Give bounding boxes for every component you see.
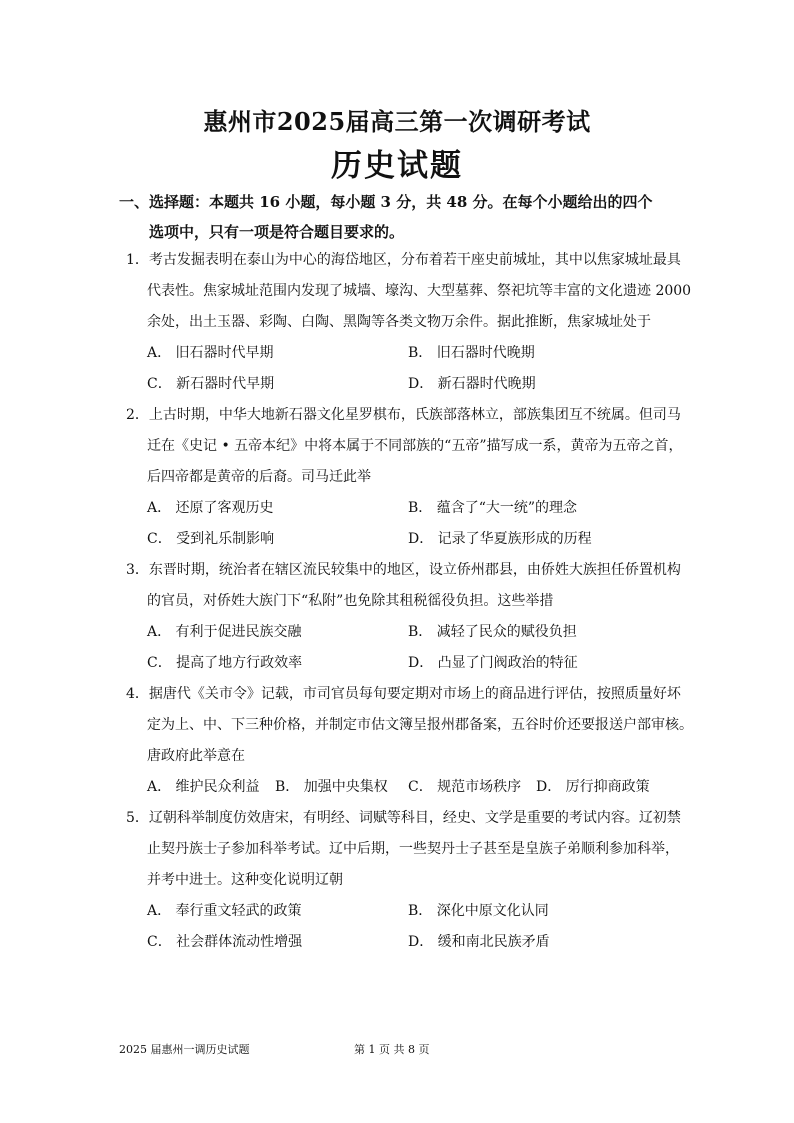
section-line-1: 一、选择题：本题共 16 小题，每小题 3 分，共 48 分。在每个小题给出的四个	[119, 193, 653, 211]
q5-line-2: 止契丹族士子参加科举考试。辽中后期，一些契丹士子甚至是皇族子弟顺利参加科举，	[147, 841, 679, 857]
footer-exam-name: 2025 届惠州一调历史试题	[119, 1043, 250, 1056]
q2-line-1: 2．上古时期，中华大地新石器文化星罗棋布，氏族部落林立，部族集团互不统属。但司马	[126, 407, 681, 423]
q2-option-b[interactable]: B． 蕴含了“大一统”的理念	[408, 500, 578, 516]
q3-option-c[interactable]: C． 提高了地方行政效率	[147, 655, 303, 671]
q4-option-d[interactable]: D． 厉行抑商政策	[536, 779, 650, 795]
q1-option-a[interactable]: A． 旧石器时代早期	[147, 345, 274, 361]
q1-option-c[interactable]: C． 新石器时代早期	[147, 376, 275, 392]
q1-line-3: 余处，出土玉器、彩陶、白陶、黑陶等各类文物万余件。据此推断，焦家城址处于	[147, 314, 651, 330]
q2-option-d[interactable]: D． 记录了华夏族形成的历程	[408, 531, 592, 547]
q2-line-3: 后四帝都是黄帝的后裔。司马迁此举	[147, 469, 371, 485]
q2-option-c[interactable]: C． 受到礼乐制影响	[147, 531, 275, 547]
subject-title: 历史试题	[331, 148, 463, 184]
q4-option-c[interactable]: C． 规范市场秩序	[408, 779, 522, 795]
q5-option-b[interactable]: B． 深化中原文化认同	[408, 903, 549, 919]
q1-line-2: 代表性。焦家城址范围内发现了城墙、壕沟、大型墓葬、祭祀坑等丰富的文化遗迹 2000	[147, 283, 692, 299]
q4-option-b[interactable]: B． 加强中央集权	[275, 779, 388, 795]
q3-option-b[interactable]: B． 减轻了民众的赋役负担	[408, 624, 577, 640]
exam-title: 惠州市2025届高三第一次调研考试	[203, 107, 591, 136]
q4-line-3: 唐政府此举意在	[147, 748, 245, 764]
q3-option-a[interactable]: A． 有利于促进民族交融	[147, 624, 302, 640]
q5-option-a[interactable]: A． 奉行重文轻武的政策	[147, 903, 302, 919]
q4-line-1: 4．据唐代《关市令》记载，市司官员每旬要定期对市场上的商品进行评估，按照质量好坏	[126, 686, 681, 702]
footer-page-number: 第 1 页 共 8 页	[354, 1043, 430, 1056]
q5-line-1: 5．辽朝科举制度仿效唐宋，有明经、词赋等科目，经史、文学是重要的考试内容。辽初禁	[126, 810, 681, 826]
section-line-2: 选项中，只有一项是符合题目要求的。	[149, 223, 405, 241]
section-instruction	[119, 187, 689, 247]
q1-option-b[interactable]: B． 旧石器时代晚期	[408, 345, 535, 361]
q2-line-2: 迁在《史记 • 五帝本纪》中将本属于不同部族的“五帝”描写成一系，黄帝为五帝之首，	[147, 438, 683, 454]
q5-option-d[interactable]: D． 缓和南北民族矛盾	[408, 934, 550, 950]
q5-option-c[interactable]: C． 社会群体流动性增强	[147, 934, 303, 950]
q1-option-d[interactable]: D． 新石器时代晚期	[408, 376, 536, 392]
q3-option-d[interactable]: D． 凸显了门阀政治的特征	[408, 655, 578, 671]
q3-line-2: 的官员，对侨姓大族门下“私附”也免除其租税徭役负担。这些举措	[147, 593, 554, 609]
q4-line-2: 定为上、中、下三种价格，并制定市估文簿呈报州郡备案，五谷时价还要报送户部审核。	[147, 717, 693, 733]
q5-line-3: 并考中进士。这种变化说明辽朝	[147, 872, 343, 888]
q4-option-a[interactable]: A． 维护民众利益	[147, 779, 260, 795]
q3-line-1: 3．东晋时期，统治者在辖区流民较集中的地区，设立侨州郡县，由侨姓大族担任侨置机构	[126, 562, 681, 578]
q1-line-1: 1．考古发掘表明在泰山为中心的海岱地区，分布着若干座史前城址，其中以焦家城址最具	[126, 252, 681, 268]
q2-option-a[interactable]: A． 还原了客观历史	[147, 500, 274, 516]
